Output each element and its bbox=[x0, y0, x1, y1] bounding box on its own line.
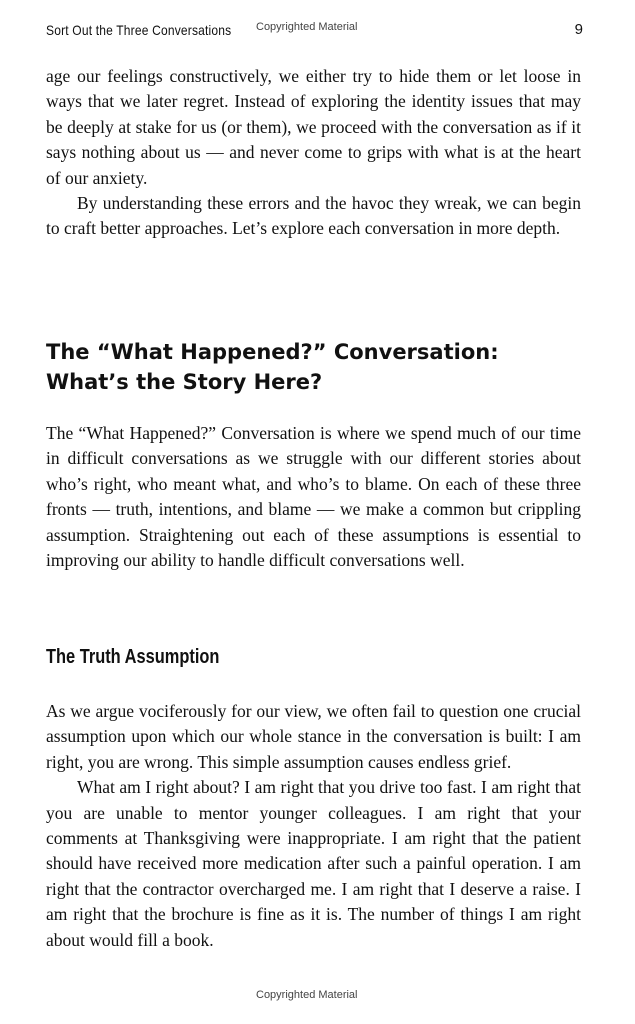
copyright-notice-bottom: Copyrighted Material bbox=[256, 989, 358, 1001]
subsection-heading: The Truth Assumption bbox=[46, 646, 220, 668]
section-heading-line-2: What’s the Story Here? bbox=[46, 370, 323, 394]
paragraph: What am I right about? I am right that you drive too fast. I am right that you are unable to mentor younger colleagues. I am right that your comments at Thanksgiving were inappropriate. I am right that the patient should have received more medication after such a painful operation. I am right that the contractor overcharged me. I am right that I deserve a raise. I am right that the brochure is fine as it is. The number of things I am right about would fill a book. bbox=[46, 777, 581, 950]
opening-text bbox=[46, 64, 581, 242]
paragraph: As we argue vociferously for our view, we often fail to question one crucial assumption upon which our whole stance in the conversation is built: I am right, you are wrong. This simple assumption causes endless grief. bbox=[46, 701, 581, 772]
paragraph: By understanding these errors and the havoc they wreak, we can begin to craft better approaches. Let’s explore each conversation in more depth. bbox=[46, 193, 581, 239]
page-number: 9 bbox=[574, 21, 583, 38]
paragraph: age our feelings constructively, we either try to hide them or let loose in ways that we later regret. Instead of exploring the identity issues that may be deeply at stake for us (or them), we proceed with the conversation as if it says nothing about us — and never come to grips with what is at the heart of our anxiety. bbox=[46, 66, 581, 188]
paragraph: The “What Happened?” Conversation is where we spend much of our time in difficult conversations as we struggle with our different stories about who’s right, who meant what, and who’s to blame. On each of these three fronts — truth, intentions, and blame — we make a common but crippling assumption. Straightening out each of these assumptions is essential to improving our ability to handle difficult conversations well. bbox=[46, 423, 581, 571]
running-head-title: Sort Out the Three Conversations bbox=[46, 22, 232, 38]
what-happened-text bbox=[46, 421, 581, 573]
truth-assumption-text bbox=[46, 699, 581, 953]
section-heading bbox=[46, 337, 586, 397]
copyright-notice-top: Copyrighted Material bbox=[256, 21, 358, 33]
section-heading-line-1: The “What Happened?” Conversation: bbox=[46, 340, 499, 364]
